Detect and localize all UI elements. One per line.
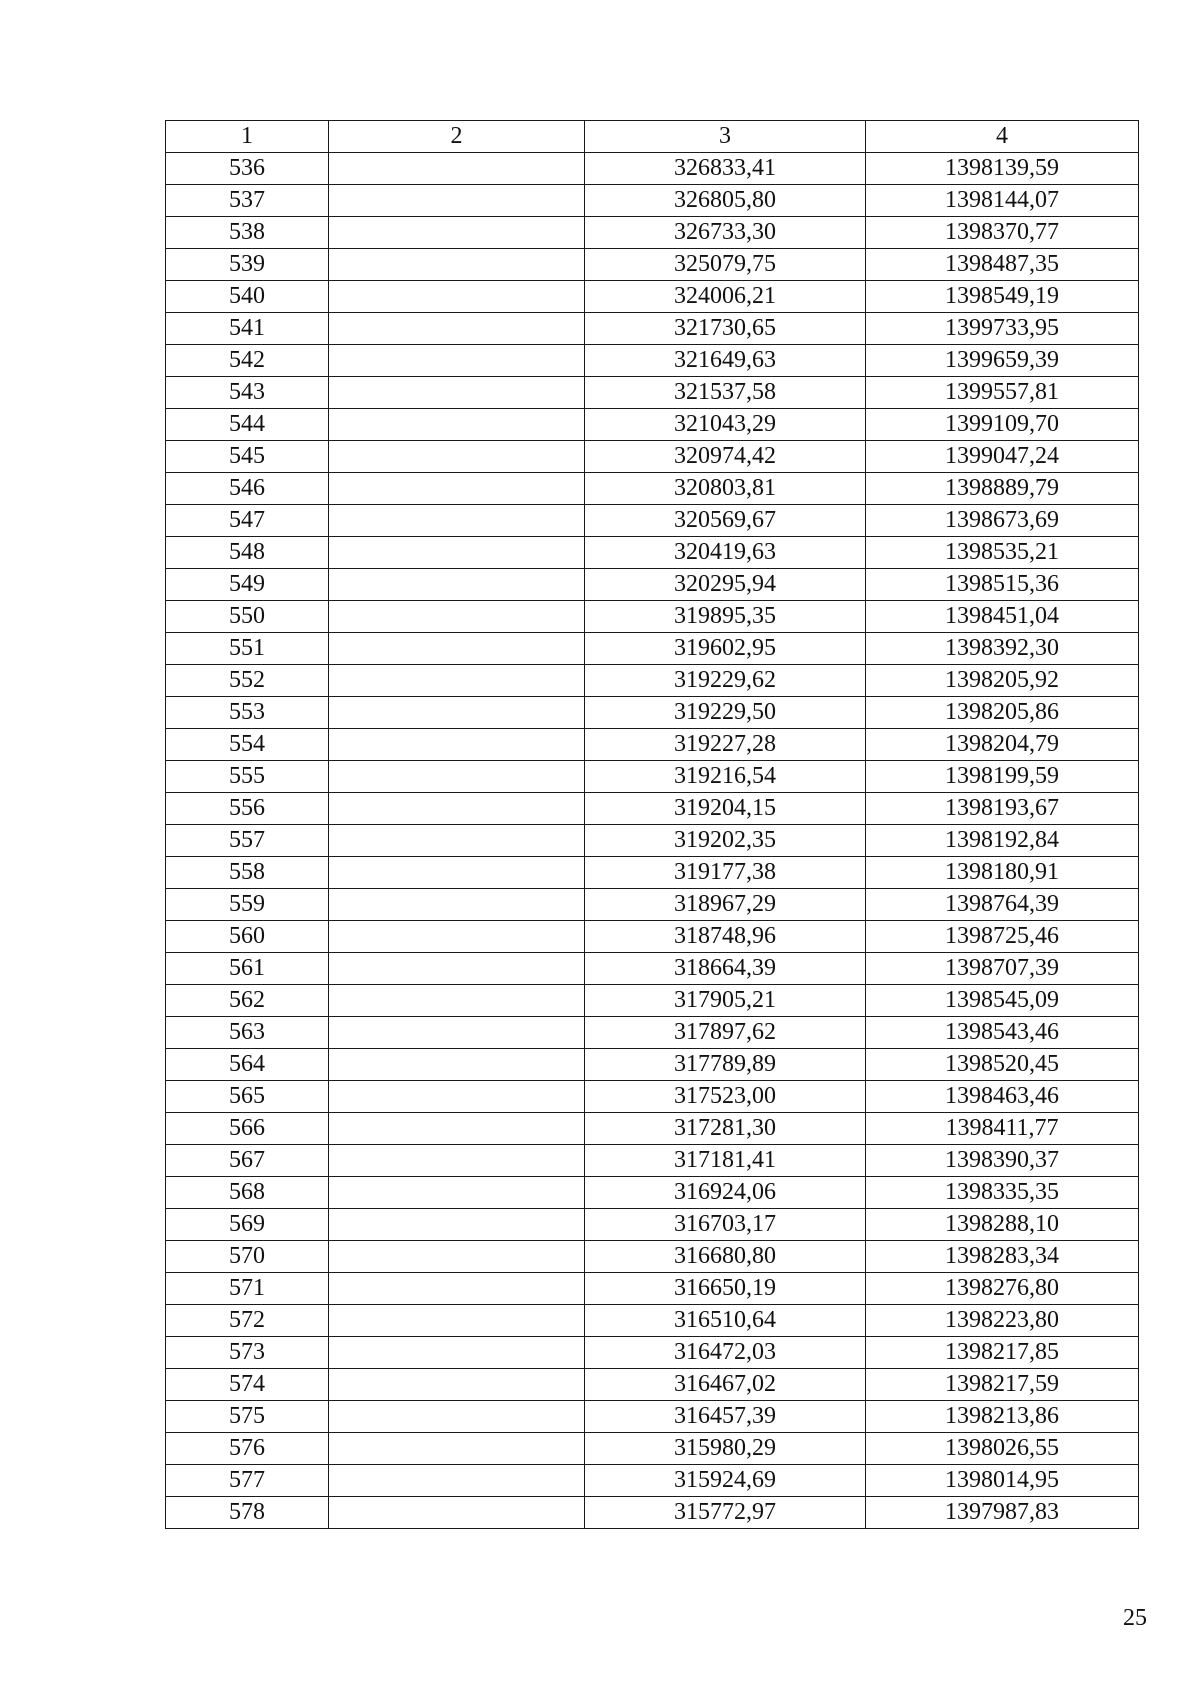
point-number-cell: 572	[166, 1305, 329, 1337]
point-number-cell: 566	[166, 1113, 329, 1145]
y-coordinate-cell: 1399109,70	[866, 409, 1139, 441]
y-coordinate-cell: 1399733,95	[866, 313, 1139, 345]
table-row	[166, 953, 1139, 985]
table-row	[166, 761, 1139, 793]
point-number-cell: 555	[166, 761, 329, 793]
table-row	[166, 1465, 1139, 1497]
description-cell	[329, 601, 585, 633]
x-coordinate-cell: 319602,95	[585, 633, 866, 665]
x-coordinate-cell: 317789,89	[585, 1049, 866, 1081]
x-coordinate-cell: 319895,35	[585, 601, 866, 633]
point-number-cell: 571	[166, 1273, 329, 1305]
table-row	[166, 985, 1139, 1017]
point-number-cell: 557	[166, 825, 329, 857]
y-coordinate-cell: 1398515,36	[866, 569, 1139, 601]
table-row	[166, 1017, 1139, 1049]
table-row	[166, 409, 1139, 441]
column-header-2: 2	[329, 121, 585, 153]
description-cell	[329, 1369, 585, 1401]
description-cell	[329, 185, 585, 217]
description-cell	[329, 505, 585, 537]
x-coordinate-cell: 316457,39	[585, 1401, 866, 1433]
x-coordinate-cell: 317523,00	[585, 1081, 866, 1113]
description-cell	[329, 1145, 585, 1177]
y-coordinate-cell: 1398370,77	[866, 217, 1139, 249]
point-number-cell: 568	[166, 1177, 329, 1209]
point-number-cell: 563	[166, 1017, 329, 1049]
y-coordinate-cell: 1398411,77	[866, 1113, 1139, 1145]
y-coordinate-cell: 1398549,19	[866, 281, 1139, 313]
point-number-cell: 548	[166, 537, 329, 569]
y-coordinate-cell: 1398535,21	[866, 537, 1139, 569]
point-number-cell: 543	[166, 377, 329, 409]
description-cell	[329, 1497, 585, 1529]
y-coordinate-cell: 1398451,04	[866, 601, 1139, 633]
point-number-cell: 546	[166, 473, 329, 505]
table-header-row	[166, 121, 1139, 153]
table-row	[166, 441, 1139, 473]
point-number-cell: 551	[166, 633, 329, 665]
y-coordinate-cell: 1398276,80	[866, 1273, 1139, 1305]
description-cell	[329, 281, 585, 313]
x-coordinate-cell: 320569,67	[585, 505, 866, 537]
y-coordinate-cell: 1398288,10	[866, 1209, 1139, 1241]
x-coordinate-cell: 321649,63	[585, 345, 866, 377]
table-row	[166, 569, 1139, 601]
y-coordinate-cell: 1397987,83	[866, 1497, 1139, 1529]
description-cell	[329, 921, 585, 953]
point-number-cell: 573	[166, 1337, 329, 1369]
x-coordinate-cell: 326733,30	[585, 217, 866, 249]
description-cell	[329, 889, 585, 921]
column-header-3: 3	[585, 121, 866, 153]
point-number-cell: 558	[166, 857, 329, 889]
description-cell	[329, 1209, 585, 1241]
point-number-cell: 552	[166, 665, 329, 697]
description-cell	[329, 761, 585, 793]
x-coordinate-cell: 321537,58	[585, 377, 866, 409]
table-row	[166, 1081, 1139, 1113]
table-row	[166, 1209, 1139, 1241]
point-number-cell: 536	[166, 153, 329, 185]
y-coordinate-cell: 1398390,37	[866, 1145, 1139, 1177]
x-coordinate-cell: 321043,29	[585, 409, 866, 441]
point-number-cell: 537	[166, 185, 329, 217]
x-coordinate-cell: 319202,35	[585, 825, 866, 857]
point-number-cell: 564	[166, 1049, 329, 1081]
y-coordinate-cell: 1398520,45	[866, 1049, 1139, 1081]
y-coordinate-cell: 1398192,84	[866, 825, 1139, 857]
y-coordinate-cell: 1398217,59	[866, 1369, 1139, 1401]
x-coordinate-cell: 316472,03	[585, 1337, 866, 1369]
x-coordinate-cell: 318664,39	[585, 953, 866, 985]
y-coordinate-cell: 1398392,30	[866, 633, 1139, 665]
x-coordinate-cell: 326833,41	[585, 153, 866, 185]
y-coordinate-cell: 1398487,35	[866, 249, 1139, 281]
y-coordinate-cell: 1398223,80	[866, 1305, 1139, 1337]
description-cell	[329, 569, 585, 601]
table-row	[166, 1369, 1139, 1401]
table-row	[166, 825, 1139, 857]
point-number-cell: 578	[166, 1497, 329, 1529]
y-coordinate-cell: 1398463,46	[866, 1081, 1139, 1113]
description-cell	[329, 953, 585, 985]
table-row	[166, 729, 1139, 761]
x-coordinate-cell: 317181,41	[585, 1145, 866, 1177]
y-coordinate-cell: 1398217,85	[866, 1337, 1139, 1369]
x-coordinate-cell: 317281,30	[585, 1113, 866, 1145]
point-number-cell: 540	[166, 281, 329, 313]
x-coordinate-cell: 319216,54	[585, 761, 866, 793]
y-coordinate-cell: 1398205,86	[866, 697, 1139, 729]
x-coordinate-cell: 316650,19	[585, 1273, 866, 1305]
table-row	[166, 377, 1139, 409]
table-row	[166, 1305, 1139, 1337]
table-row	[166, 345, 1139, 377]
table-row	[166, 1497, 1139, 1529]
table-body	[166, 153, 1139, 1529]
table-row	[166, 281, 1139, 313]
point-number-cell: 553	[166, 697, 329, 729]
table-row	[166, 153, 1139, 185]
description-cell	[329, 793, 585, 825]
description-cell	[329, 313, 585, 345]
point-number-cell: 556	[166, 793, 329, 825]
description-cell	[329, 473, 585, 505]
y-coordinate-cell: 1398213,86	[866, 1401, 1139, 1433]
point-number-cell: 542	[166, 345, 329, 377]
point-number-cell: 550	[166, 601, 329, 633]
point-number-cell: 539	[166, 249, 329, 281]
y-coordinate-cell: 1399557,81	[866, 377, 1139, 409]
description-cell	[329, 441, 585, 473]
description-cell	[329, 985, 585, 1017]
y-coordinate-cell: 1398283,34	[866, 1241, 1139, 1273]
point-number-cell: 569	[166, 1209, 329, 1241]
table-row	[166, 633, 1139, 665]
point-number-cell: 574	[166, 1369, 329, 1401]
y-coordinate-cell: 1398764,39	[866, 889, 1139, 921]
point-number-cell: 562	[166, 985, 329, 1017]
y-coordinate-cell: 1398193,67	[866, 793, 1139, 825]
table-row	[166, 1177, 1139, 1209]
y-coordinate-cell: 1398204,79	[866, 729, 1139, 761]
y-coordinate-cell: 1398205,92	[866, 665, 1139, 697]
x-coordinate-cell: 324006,21	[585, 281, 866, 313]
x-coordinate-cell: 320295,94	[585, 569, 866, 601]
description-cell	[329, 729, 585, 761]
point-number-cell: 541	[166, 313, 329, 345]
y-coordinate-cell: 1398543,46	[866, 1017, 1139, 1049]
x-coordinate-cell: 318967,29	[585, 889, 866, 921]
point-number-cell: 575	[166, 1401, 329, 1433]
description-cell	[329, 1465, 585, 1497]
y-coordinate-cell: 1398144,07	[866, 185, 1139, 217]
x-coordinate-cell: 326805,80	[585, 185, 866, 217]
x-coordinate-cell: 317897,62	[585, 1017, 866, 1049]
y-coordinate-cell: 1398199,59	[866, 761, 1139, 793]
table-row	[166, 505, 1139, 537]
y-coordinate-cell: 1398545,09	[866, 985, 1139, 1017]
table-row	[166, 1433, 1139, 1465]
point-number-cell: 560	[166, 921, 329, 953]
description-cell	[329, 697, 585, 729]
table-row	[166, 185, 1139, 217]
point-number-cell: 554	[166, 729, 329, 761]
x-coordinate-cell: 320419,63	[585, 537, 866, 569]
table-row	[166, 217, 1139, 249]
column-header-4: 4	[866, 121, 1139, 153]
y-coordinate-cell: 1399047,24	[866, 441, 1139, 473]
table-row	[166, 1145, 1139, 1177]
description-cell	[329, 665, 585, 697]
table-row	[166, 1113, 1139, 1145]
description-cell	[329, 537, 585, 569]
y-coordinate-cell: 1398335,35	[866, 1177, 1139, 1209]
x-coordinate-cell: 319204,15	[585, 793, 866, 825]
point-number-cell: 565	[166, 1081, 329, 1113]
description-cell	[329, 249, 585, 281]
x-coordinate-cell: 316467,02	[585, 1369, 866, 1401]
x-coordinate-cell: 315772,97	[585, 1497, 866, 1529]
table-row	[166, 921, 1139, 953]
description-cell	[329, 1241, 585, 1273]
description-cell	[329, 1337, 585, 1369]
description-cell	[329, 377, 585, 409]
point-number-cell: 576	[166, 1433, 329, 1465]
point-number-cell: 545	[166, 441, 329, 473]
x-coordinate-cell: 315924,69	[585, 1465, 866, 1497]
point-number-cell: 538	[166, 217, 329, 249]
y-coordinate-cell: 1398707,39	[866, 953, 1139, 985]
table-row	[166, 537, 1139, 569]
description-cell	[329, 857, 585, 889]
table-row	[166, 473, 1139, 505]
column-header-1: 1	[166, 121, 329, 153]
x-coordinate-cell: 320803,81	[585, 473, 866, 505]
point-number-cell: 570	[166, 1241, 329, 1273]
x-coordinate-cell: 319229,62	[585, 665, 866, 697]
x-coordinate-cell: 325079,75	[585, 249, 866, 281]
description-cell	[329, 825, 585, 857]
table-row	[166, 249, 1139, 281]
table-row	[166, 857, 1139, 889]
y-coordinate-cell: 1398014,95	[866, 1465, 1139, 1497]
description-cell	[329, 1081, 585, 1113]
description-cell	[329, 409, 585, 441]
point-number-cell: 544	[166, 409, 329, 441]
description-cell	[329, 345, 585, 377]
table-row	[166, 313, 1139, 345]
table-row	[166, 665, 1139, 697]
table-row	[166, 601, 1139, 633]
y-coordinate-cell: 1398725,46	[866, 921, 1139, 953]
table-row	[166, 1049, 1139, 1081]
y-coordinate-cell: 1399659,39	[866, 345, 1139, 377]
table-row	[166, 1241, 1139, 1273]
point-number-cell: 567	[166, 1145, 329, 1177]
point-number-cell: 561	[166, 953, 329, 985]
table-row	[166, 697, 1139, 729]
description-cell	[329, 1113, 585, 1145]
x-coordinate-cell: 319177,38	[585, 857, 866, 889]
description-cell	[329, 1049, 585, 1081]
description-cell	[329, 153, 585, 185]
x-coordinate-cell: 319227,28	[585, 729, 866, 761]
table-row	[166, 889, 1139, 921]
x-coordinate-cell: 316510,64	[585, 1305, 866, 1337]
description-cell	[329, 1273, 585, 1305]
point-number-cell: 549	[166, 569, 329, 601]
coordinates-table	[165, 120, 1139, 1529]
description-cell	[329, 633, 585, 665]
description-cell	[329, 217, 585, 249]
x-coordinate-cell: 319229,50	[585, 697, 866, 729]
table-row	[166, 1337, 1139, 1369]
x-coordinate-cell: 318748,96	[585, 921, 866, 953]
table-row	[166, 1273, 1139, 1305]
description-cell	[329, 1433, 585, 1465]
description-cell	[329, 1305, 585, 1337]
x-coordinate-cell: 320974,42	[585, 441, 866, 473]
description-cell	[329, 1401, 585, 1433]
table-row	[166, 1401, 1139, 1433]
point-number-cell: 559	[166, 889, 329, 921]
x-coordinate-cell: 315980,29	[585, 1433, 866, 1465]
table-row	[166, 793, 1139, 825]
point-number-cell: 577	[166, 1465, 329, 1497]
y-coordinate-cell: 1398673,69	[866, 505, 1139, 537]
description-cell	[329, 1017, 585, 1049]
x-coordinate-cell: 316680,80	[585, 1241, 866, 1273]
x-coordinate-cell: 321730,65	[585, 313, 866, 345]
x-coordinate-cell: 316703,17	[585, 1209, 866, 1241]
point-number-cell: 547	[166, 505, 329, 537]
y-coordinate-cell: 1398139,59	[866, 153, 1139, 185]
y-coordinate-cell: 1398889,79	[866, 473, 1139, 505]
description-cell	[329, 1177, 585, 1209]
x-coordinate-cell: 317905,21	[585, 985, 866, 1017]
y-coordinate-cell: 1398026,55	[866, 1433, 1139, 1465]
y-coordinate-cell: 1398180,91	[866, 857, 1139, 889]
x-coordinate-cell: 316924,06	[585, 1177, 866, 1209]
page-number: 25	[1123, 1605, 1147, 1631]
